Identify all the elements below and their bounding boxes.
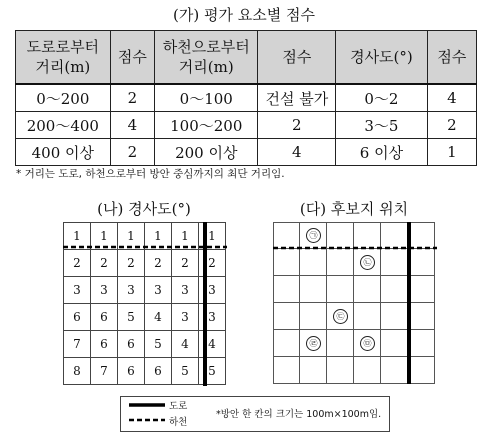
header-river-distance: 하천으로부터 거리(m) (155, 31, 258, 85)
candidate-cell (408, 222, 435, 249)
table-row (16, 84, 477, 112)
slope-cell: 1 (64, 223, 91, 250)
candidate-cell (300, 357, 327, 384)
table-cell: 100～200 (155, 112, 258, 139)
slope-cell: 3 (91, 277, 118, 304)
candidate-marker: ㉣ (306, 336, 321, 351)
table-cell: 400 이상 (16, 139, 111, 166)
table-cell: 0～2 (336, 84, 428, 112)
slope-cell: 3 (172, 277, 199, 304)
table-cell: 200～400 (16, 112, 111, 139)
grid-row (64, 358, 226, 385)
table-cell: 200 이상 (155, 139, 258, 166)
slope-cell: 1 (145, 223, 172, 250)
candidate-cell (273, 222, 300, 249)
table-cell: 건설 불가 (258, 84, 336, 112)
candidate-marker: ㉤ (360, 336, 375, 351)
candidate-cell (354, 222, 381, 249)
candidate-cell (408, 357, 435, 384)
candidate-cell (273, 249, 300, 276)
road-legend-label: 도로 (169, 401, 188, 412)
table-cell: 0～100 (155, 84, 258, 112)
slope-cell: 6 (91, 304, 118, 331)
header-slope: 경사도(°) (336, 31, 428, 85)
candidate-title: (다) 후보지 위치 (299, 200, 409, 218)
slope-cell: 6 (64, 304, 91, 331)
table-cell: 3～5 (336, 112, 428, 139)
slope-cell: 5 (199, 358, 226, 385)
candidate-cell (381, 303, 408, 330)
slope-cell: 3 (172, 304, 199, 331)
candidate-cell (381, 357, 408, 384)
slope-cell: 8 (64, 358, 91, 385)
candidate-cell (408, 330, 435, 357)
table-cell: 2 (258, 112, 336, 139)
table-cell: 2 (427, 112, 476, 139)
candidate-cell (300, 249, 327, 276)
grid-size-note: *방안 한 칸의 크기는 100m×100m임. (216, 409, 382, 420)
slope-cell: 5 (118, 304, 145, 331)
candidate-cell (381, 222, 408, 249)
slope-cell: 3 (145, 277, 172, 304)
slope-cell: 4 (145, 304, 172, 331)
candidate-cell (327, 222, 354, 249)
slope-cell: 1 (91, 223, 118, 250)
header-road-distance: 도로로부터 거리(m) (16, 31, 111, 85)
slope-cell: 4 (199, 331, 226, 358)
candidate-marker: ㉡ (360, 255, 375, 270)
candidate-cell (327, 330, 354, 357)
candidate-cell (273, 357, 300, 384)
header-score-river: 점수 (258, 31, 336, 85)
table-cell: 2 (110, 84, 154, 112)
grid-row (64, 277, 226, 304)
slope-cell: 6 (118, 358, 145, 385)
candidate-river-line (273, 246, 437, 250)
slope-cell: 5 (172, 358, 199, 385)
grid-row (64, 331, 226, 358)
slope-cell: 5 (145, 331, 172, 358)
candidate-cell (327, 249, 354, 276)
candidate-cell (381, 276, 408, 303)
candidate-cell (381, 330, 408, 357)
candidate-marker: ㉠ (306, 228, 321, 243)
candidate-cell (327, 357, 354, 384)
candidate-cell (408, 249, 435, 276)
candidate-cell (408, 303, 435, 330)
candidate-cell (354, 276, 381, 303)
slope-cell: 3 (199, 277, 226, 304)
table-title: (가) 평가 요소별 점수 (173, 6, 315, 24)
slope-cell: 2 (91, 250, 118, 277)
table-cell: 2 (110, 139, 154, 166)
slope-cell: 3 (199, 304, 226, 331)
slope-cell: 3 (64, 277, 91, 304)
header-score-road: 점수 (110, 31, 154, 85)
table-header-row (16, 31, 477, 85)
slope-cell: 7 (91, 358, 118, 385)
candidate-cell (273, 330, 300, 357)
candidate-marker: ㉢ (333, 309, 348, 324)
grid-row (64, 304, 226, 331)
table-cell: 4 (110, 112, 154, 139)
candidate-cell (327, 276, 354, 303)
table-cell: 4 (427, 84, 476, 112)
river-legend-label: 하천 (169, 417, 188, 428)
candidate-cell (354, 357, 381, 384)
slope-cell: 2 (118, 250, 145, 277)
table-cell: 1 (427, 139, 476, 166)
candidate-cell (300, 276, 327, 303)
slope-cell: 7 (64, 331, 91, 358)
slope-title: (나) 경사도(°) (97, 200, 191, 218)
table-row (16, 139, 477, 166)
slope-cell: 3 (118, 277, 145, 304)
candidate-cell (273, 303, 300, 330)
slope-cell: 2 (172, 250, 199, 277)
slope-river-line (63, 245, 227, 249)
table-cell: 6 이상 (336, 139, 428, 166)
candidate-cell (381, 249, 408, 276)
slope-cell: 6 (118, 331, 145, 358)
header-score-slope: 점수 (427, 31, 476, 85)
evaluation-table (15, 30, 477, 166)
slope-cell: 4 (172, 331, 199, 358)
slope-cell: 2 (64, 250, 91, 277)
slope-cell: 6 (91, 331, 118, 358)
slope-cell: 1 (172, 223, 199, 250)
slope-cell: 1 (118, 223, 145, 250)
grid-row (64, 250, 226, 277)
table-row (16, 112, 477, 139)
road-legend-line (129, 402, 165, 408)
footnote: * 거리는 도로, 하천으로부터 방안 중심까지의 최단 거리임. (16, 168, 285, 180)
candidate-cell (300, 303, 327, 330)
candidate-cell (408, 276, 435, 303)
table-cell: 4 (258, 139, 336, 166)
candidate-cell (354, 303, 381, 330)
candidate-cell (273, 276, 300, 303)
table-cell: 0～200 (16, 84, 111, 112)
slope-cell: 2 (145, 250, 172, 277)
slope-cell: 6 (145, 358, 172, 385)
river-legend-line (129, 417, 165, 423)
legend-box (120, 396, 390, 432)
slope-cell: 2 (199, 250, 226, 277)
slope-cell: 1 (199, 223, 226, 250)
